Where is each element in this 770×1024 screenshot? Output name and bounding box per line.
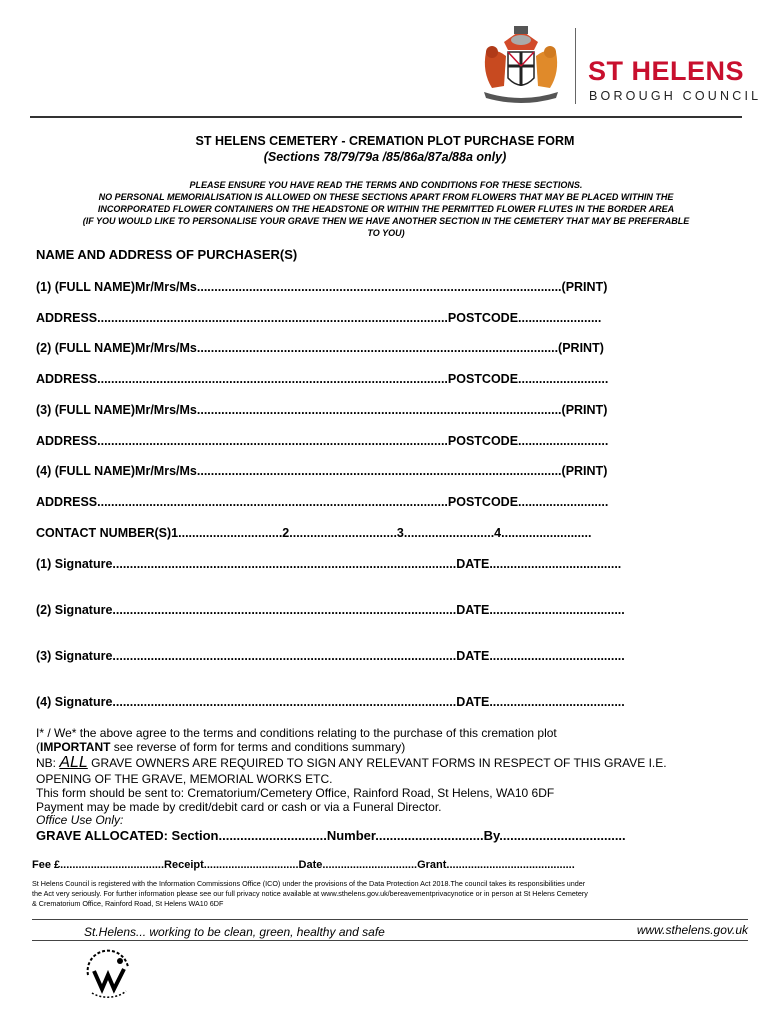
header-rule [30,116,742,118]
purchaser-section-heading: NAME AND ADDRESS OF PURCHASER(S) [36,247,298,262]
notice-line: INCORPORATED FLOWER CONTAINERS ON THE HEADSTONE OR WITHIN THE PERMITTED FLOWER FLUTES IN THE BORDER AREA [97,204,675,214]
logo-divider [575,28,576,104]
notice-line: PLEASE ENSURE YOU HAVE READ THE TERMS AND CONDITIONS FOR THESE SECTIONS. [189,180,583,190]
notice-line: TO YOU) [367,228,405,238]
form-subtitle: (Sections 78/79/79a /85/86a/87a/88a only) [263,150,507,164]
address-field-2[interactable]: ADDRESS.....................................................................................................POSTCODE.......................... [36,372,609,386]
brand-subtitle: BOROUGH COUNCIL [589,89,762,103]
signature-field-1[interactable]: (1) Signature...................................................................................................DATE...................................... [36,557,622,571]
nb-notice [36,754,667,772]
full-name-field-2[interactable]: (2) (FULL NAME)Mr/Mrs/Ms........................................................................................................(PRINT) [36,341,604,355]
important-note [36,740,405,754]
address-field-3[interactable]: ADDRESS.....................................................................................................POSTCODE.......................... [36,434,609,448]
terms-notice [30,179,742,239]
agreement-text: I* / We* the above agree to the terms and conditions relating to the purchase of this cremation plot [36,726,557,740]
nb-text: GRAVE OWNERS ARE REQUIRED TO SIGN ANY RELEVANT FORMS IN RESPECT OF THIS GRAVE I.E. [87,756,667,770]
office-use-label: Office Use Only: [36,813,124,827]
full-name-field-4[interactable]: (4) (FULL NAME)Mr/Mrs/Ms.........................................................................................................(PRINT) [36,464,608,478]
full-name-field-3[interactable]: (3) (FULL NAME)Mr/Mrs/Ms.........................................................................................................(PRINT) [36,403,608,417]
fee-receipt-field[interactable]: Fee £..................................Receipt...............................Date...............................Grant.......................................... [32,859,575,871]
contact-numbers-field[interactable]: CONTACT NUMBER(S)1..............................2...............................3..........................4.......................... [36,526,592,540]
send-to-address: This form should be sent to: Crematorium/Cemetery Office, Rainford Road, St Helens, WA10 6DF [36,786,555,800]
important-text: see reverse of form for terms and conditions summary) [110,740,406,754]
notice-line: NO PERSONAL MEMORIALISATION IS ALLOWED ON THESE SECTIONS APART FROM FLOWERS THAT MAY BE PLACED WITHIN THE [98,192,674,202]
disability-positive-logo-icon [80,945,136,1001]
important-open: ( [36,740,40,754]
form-title: ST HELENS CEMETERY - CREMATION PLOT PURCHASE FORM [195,134,575,148]
important-label: IMPORTANT [40,740,111,754]
privacy-notice [32,879,742,909]
payment-info: Payment may be made by credit/debit card or cash or via a Funeral Director. [36,800,442,814]
privacy-line: the Act very seriously. For further information please see our full privacy notice available at www.sthelens.gov.uk/bereavementprivacynotice or in person at St Helens Cemetery [32,889,588,898]
nb-prefix: NB: [36,756,60,770]
privacy-line: & Crematorium Office, Rainford Road, St Helens WA10 6DF [32,899,224,908]
notice-line: (IF YOU WOULD LIKE TO PERSONALISE YOUR GRAVE THEN WE HAVE ANOTHER SECTION IN THE CEMETERY THAT MAY BE PREFERABLE [82,216,690,226]
council-slogan: St.Helens... working to be clean, green, healthy and safe [84,925,385,939]
signature-field-2[interactable]: (2) Signature...................................................................................................DATE....................................... [36,603,625,617]
privacy-line: St Helens Council is registered with the Information Commissions Office (ICO) under the provisions of the Data Protection Act 2018.The council takes its responsibilities under [32,879,586,888]
nb-all: ALL [59,754,88,771]
grave-allocated-field[interactable]: GRAVE ALLOCATED: Section..............................Number..............................By................................... [36,828,626,843]
website-link[interactable]: www.sthelens.gov.uk [636,923,748,937]
brand-name: ST HELENS [588,56,745,86]
signature-field-4[interactable]: (4) Signature...................................................................................................DATE....................................... [36,695,625,709]
council-crest-icon [478,22,564,104]
full-name-field-1[interactable]: (1) (FULL NAME)Mr/Mrs/Ms.........................................................................................................(PRINT) [36,280,608,294]
address-field-1[interactable]: ADDRESS.....................................................................................................POSTCODE........................ [36,311,602,325]
nb-notice-line2: OPENING OF THE GRAVE, MEMORIAL WORKS ETC. [36,772,333,786]
signature-field-3[interactable]: (3) Signature...................................................................................................DATE....................................... [36,649,625,663]
address-field-4[interactable]: ADDRESS.....................................................................................................POSTCODE.......................... [36,495,609,509]
